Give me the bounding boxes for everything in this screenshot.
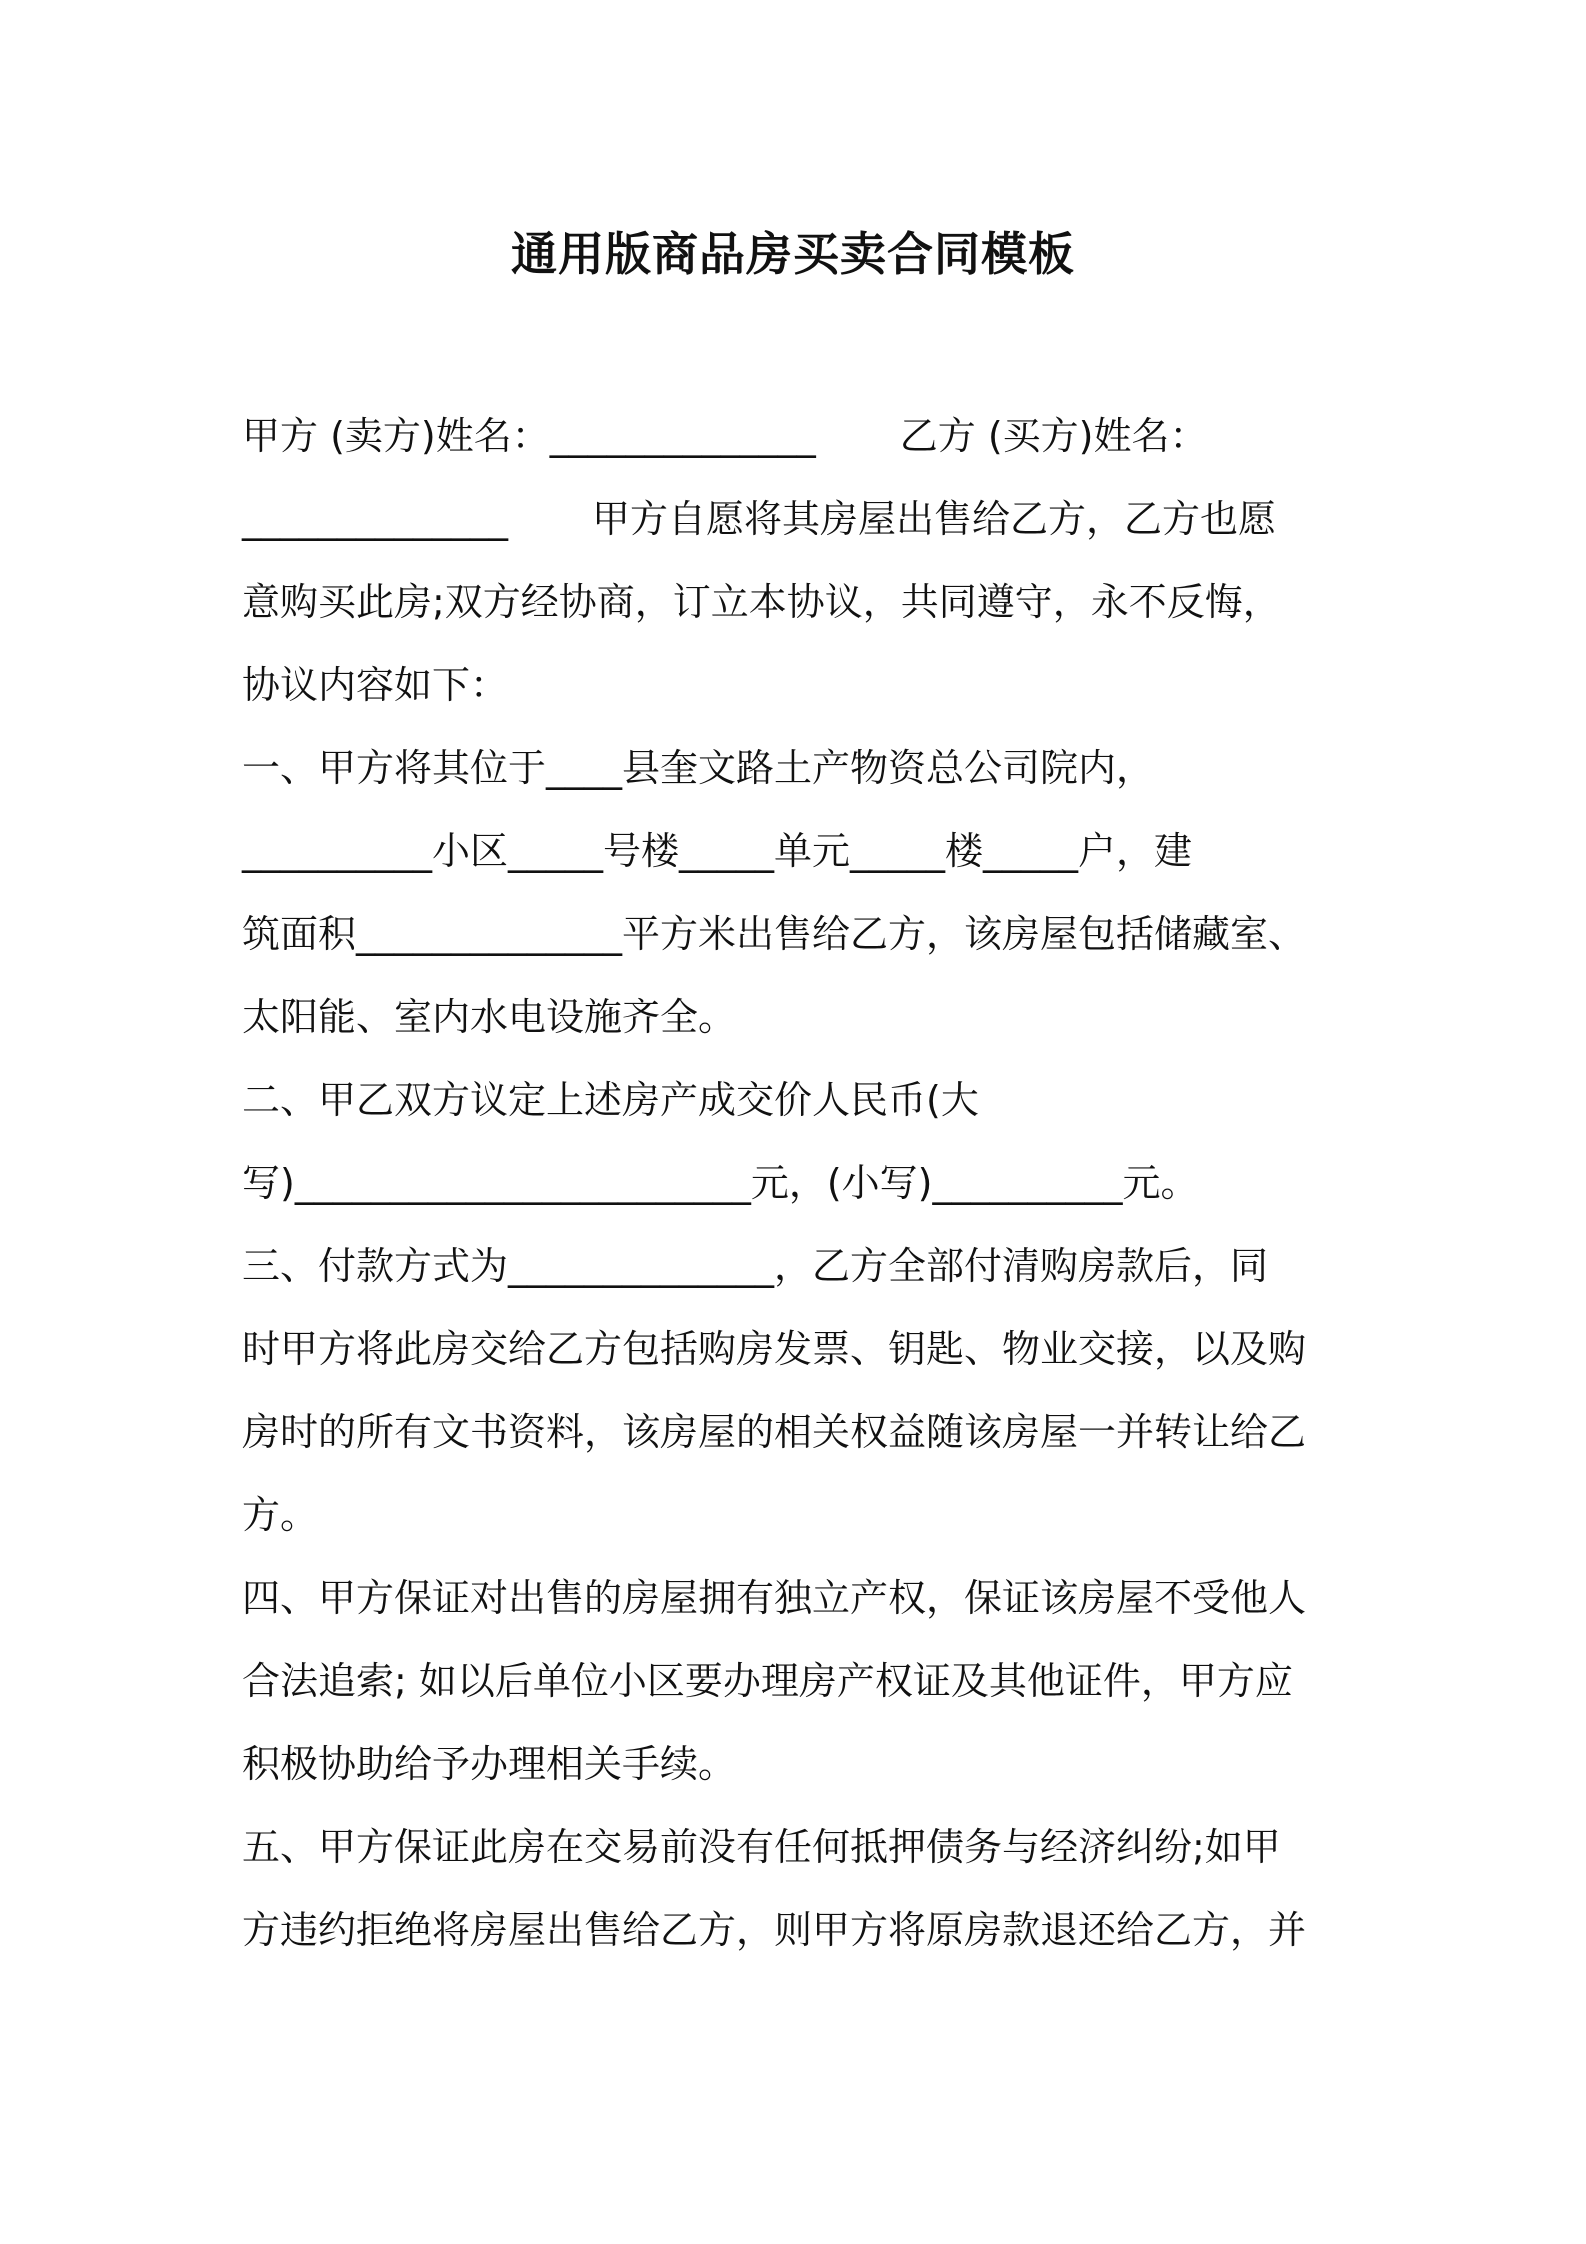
clause-5-line-1: 五、甲方保证此房在交易前没有任何抵押债务与经济纠纷;如甲: [242, 1825, 1281, 1869]
buyer-name-label: 乙方 (买方)姓名：: [899, 414, 1208, 458]
text-line-2: [242, 478, 1364, 561]
document-title: 通用版商品房买卖合同模板: [511, 227, 1075, 281]
clause-1-line-3: 筑面积______________平方米出售给乙方，该房屋包括储藏室、: [242, 912, 1307, 956]
seller-name-field: 甲方 (卖方)姓名：______________: [242, 414, 816, 458]
text-line-1: [242, 395, 1364, 478]
clause-4-line-2: 合法追索; 如以后单位小区要办理房产权证及其他证件，甲方应: [242, 1659, 1293, 1703]
text-line-3: 意购买此房;双方经协商，订立本协议，共同遵守，永不反悔，: [242, 580, 1281, 624]
clause-3-line-4: 方。: [242, 1493, 319, 1537]
text-line-4: 协议内容如下：: [242, 663, 509, 707]
clause-2-line-1: 二、甲乙双方议定上述房产成交价人民币(大: [242, 1078, 979, 1122]
buyer-name-blank: ______________: [242, 497, 508, 541]
clause-4-line-1: 四、甲方保证对出售的房屋拥有独立产权，保证该房屋不受他人: [242, 1576, 1307, 1620]
contract-body: [242, 395, 1364, 1972]
clause-5-line-2: 方违约拒绝将房屋出售给乙方，则甲方将原房款退还给乙方，并: [242, 1908, 1307, 1952]
clause-3-line-2: 时甲方将此房交给乙方包括购房发票、钥匙、物业交接，以及购: [242, 1327, 1307, 1371]
clause-3-line-1: 三、付款方式为______________，乙方全部付清购房款后，同: [242, 1244, 1269, 1288]
clause-3-line-3: 房时的所有文书资料，该房屋的相关权益随该房屋一并转让给乙: [242, 1410, 1307, 1454]
clause-1-line-1: 一、甲方将其位于____县奎文路土产物资总公司院内，: [242, 746, 1155, 790]
clause-4-line-3: 积极协助给予办理相关手续。: [242, 1742, 737, 1786]
clause-2-line-2: 写)________________________元，(小写)__________元。: [242, 1161, 1199, 1205]
clause-1-line-4: 太阳能、室内水电设施齐全。: [242, 995, 737, 1039]
preamble-start: 甲方自愿将其房屋出售给乙方，乙方也愿: [592, 497, 1277, 541]
clause-1-line-2: __________小区_____号楼_____单元_____楼_____户，建: [242, 829, 1193, 873]
